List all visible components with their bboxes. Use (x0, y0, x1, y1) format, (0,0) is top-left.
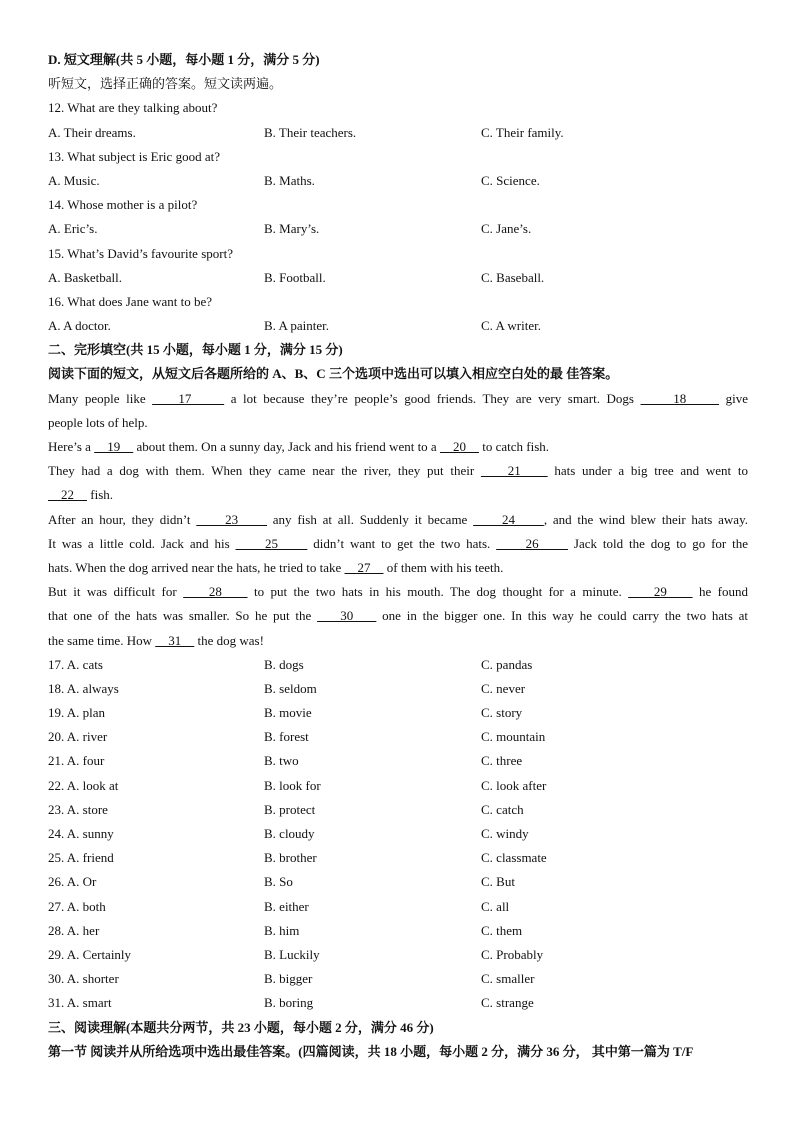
option-c: C. strange (481, 995, 534, 1011)
passage-line (48, 483, 748, 507)
passage-text: Jack told the dog to go for the (568, 535, 749, 551)
passage-text: didn’t want to get the two hats. (307, 535, 497, 551)
option-a: A. A doctor. (48, 318, 111, 334)
cloze-blank: 26 (496, 535, 569, 551)
option-c: C. three (481, 753, 523, 769)
option-b: B. boring (264, 995, 314, 1011)
option-a: A. Eric’s. (48, 221, 98, 237)
passage-text: to catch fish. (478, 439, 550, 454)
cloze-blank: 31 (155, 632, 195, 648)
cloze-blank: 22 (48, 487, 87, 503)
section-d-title: D. 短文理解(共 5 小题，每小题 1 分，满分 5 分) (48, 52, 320, 67)
option-c: C. pandas (481, 656, 533, 672)
passage-text: he found (692, 584, 749, 600)
cloze-blank: 23 (196, 511, 268, 527)
passage-text: But it was difficult for (48, 584, 184, 600)
passage-text: fish. (87, 487, 113, 503)
cloze-option-row (48, 677, 748, 701)
option-c: C. smaller (481, 971, 535, 987)
passage-text: hats under a big tree and went to (547, 463, 749, 479)
option-a: 19. A. plan (48, 705, 106, 721)
option-a: 18. A. always (48, 680, 119, 696)
cloze-option-row (48, 846, 748, 870)
passage-text: the dog was! (194, 632, 264, 648)
option-b: B. either (264, 898, 309, 914)
option-a: A. Basketball. (48, 269, 123, 285)
passage-line (48, 387, 748, 411)
option-a: 22. A. look at (48, 777, 119, 793)
cloze-section-title: 二、完形填空(共 15 小题，每小题 1 分，满分 15 分) (48, 342, 343, 358)
option-b: B. Luckily (264, 946, 320, 962)
option-c: C. mountain (481, 729, 546, 745)
passage-text: the same time. How (48, 632, 156, 648)
passage-text: one in the bigger one. In this way he could carry the two hats at (376, 608, 748, 624)
option-c: C. A writer. (481, 318, 541, 334)
passage-text: about them. On a sunny day, Jack and his friend went to a (133, 439, 440, 454)
cloze-option-row (48, 991, 748, 1015)
cloze-blank: 25 (235, 535, 308, 551)
reading-section-title: 三、阅读理解(本题共分两节，共 23 小题，每小题 2 分，满分 46 分) (48, 1019, 434, 1035)
option-a: 30. A. shorter (48, 971, 119, 987)
option-a: 25. A. friend (48, 850, 114, 866)
cloze-option-row (48, 798, 748, 822)
exam-page (48, 48, 748, 1064)
cloze-option-row (48, 725, 748, 749)
passage-text: , and the wind blew their hats away. (543, 511, 748, 527)
passage-text: to put the two hats in his mouth. The dog thought for a minute. (247, 584, 629, 600)
passage-text: any fish at all. Suddenly it became (267, 511, 474, 527)
passage-line (48, 580, 748, 604)
option-a: A. Their dreams. (48, 124, 136, 140)
cloze-option-row (48, 749, 748, 773)
passage-line (48, 411, 748, 435)
question-options (48, 314, 748, 338)
passage-line (48, 604, 748, 628)
cloze-option-row (48, 870, 748, 894)
reading-section-subtitle: 第一节 阅读并从所给选项中选出最佳答案。(四篇阅读，共 18 小题，每小题 2 分，满分 36 分， 其中第一篇为 T/F (48, 1043, 694, 1059)
cloze-option-row (48, 895, 748, 919)
question-stem: 14. Whose mother is a pilot? (48, 197, 198, 213)
option-a: 17. A. cats (48, 656, 103, 672)
option-c: C. Their family. (481, 124, 564, 140)
question-stem: 12. What are they talking about? (48, 100, 218, 116)
section-d-instruction: 听短文，选择正确的答案。短文读两遍。 (48, 76, 283, 92)
option-b: B. cloudy (264, 826, 315, 841)
option-a: 24. A. sunny (48, 826, 114, 841)
passage-line (48, 532, 748, 556)
passage-line (48, 508, 748, 532)
passage-text: It was a little cold. Jack and his (48, 535, 236, 551)
option-b: B. Their teachers. (264, 124, 357, 140)
option-c: C. Jane’s. (481, 221, 532, 237)
option-b: B. bigger (264, 971, 313, 987)
option-b: B. forest (264, 729, 309, 745)
option-c: C. look after (481, 777, 547, 793)
option-b: B. movie (264, 705, 312, 721)
passage-text: of them with his teeth. (383, 559, 504, 575)
cloze-blank: 24 (473, 511, 544, 527)
option-b: B. dogs (264, 656, 304, 672)
passage-line (48, 629, 748, 653)
section-d-questions (48, 96, 748, 338)
passage-line (48, 556, 748, 580)
question-stem: 13. What subject is Eric good at? (48, 148, 220, 164)
option-a: 23. A. store (48, 801, 108, 817)
option-c: C. story (481, 705, 523, 721)
option-a: 26. A. Or (48, 874, 97, 890)
option-b: B. Football. (264, 269, 326, 285)
cloze-option-row (48, 774, 748, 798)
option-a: 20. A. river (48, 729, 108, 745)
cloze-option-row (48, 822, 748, 846)
cloze-blank: 28 (183, 584, 248, 600)
option-a: A. Music. (48, 172, 100, 188)
cloze-options (48, 653, 748, 1016)
option-c: C. Science. (481, 172, 540, 188)
option-b: B. him (264, 922, 300, 938)
question-options (48, 266, 748, 290)
option-b: B. two (264, 753, 299, 769)
option-c: C. windy (481, 826, 529, 841)
cloze-option-row (48, 943, 748, 967)
option-b: B. So (264, 874, 293, 890)
option-b: B. look for (264, 777, 321, 793)
option-c: C. Probably (481, 946, 544, 962)
cloze-blank: 27 (344, 559, 384, 575)
question-options (48, 217, 748, 241)
passage-text: people lots of help. (48, 414, 148, 430)
passage-text: Here’s a (48, 439, 95, 454)
cloze-option-row (48, 701, 748, 725)
option-c: C. But (481, 874, 515, 890)
cloze-blank: 21 (480, 463, 548, 479)
cloze-blank: 29 (628, 584, 693, 600)
cloze-option-row (48, 653, 748, 677)
option-a: 27. A. both (48, 898, 106, 914)
option-b: B. brother (264, 850, 317, 866)
passage-text: hats. When the dog arrived near the hats, he tried to take (48, 559, 345, 575)
passage-text: that one of the hats was smaller. So he put the (48, 608, 318, 624)
question-options (48, 169, 748, 193)
cloze-blank: 17 (152, 390, 225, 406)
option-c: C. Baseball. (481, 269, 545, 285)
cloze-instruction: 阅读下面的短文，从短文后各题所给的 A、B、C 三个选项中选出可以填入相应空白处的最 佳答案。 (48, 366, 619, 382)
option-c: C. classmate (481, 850, 547, 866)
cloze-blank: 30 (317, 608, 377, 624)
option-c: C. them (481, 922, 523, 938)
passage-text: They had a dog with them. When they came near the river, they put their (48, 463, 481, 479)
question-stem: 15. What’s David’s favourite sport? (48, 245, 233, 261)
option-a: 21. A. four (48, 753, 105, 769)
option-c: C. catch (481, 801, 524, 817)
passage-text: After an hour, they didn’t (48, 511, 197, 527)
option-b: B. A painter. (264, 318, 329, 334)
passage-text: a lot because they’re people’s good friends. They are very smart. Dogs (224, 390, 641, 406)
question-stem: 16. What does Jane want to be? (48, 293, 213, 309)
cloze-blank: 20 (439, 439, 479, 454)
option-c: C. never (481, 680, 526, 696)
passage-line (48, 435, 748, 459)
option-c: C. all (481, 898, 510, 914)
option-a: 29. A. Certainly (48, 946, 132, 962)
option-a: 28. A. her (48, 922, 100, 938)
option-b: B. Mary’s. (264, 221, 320, 237)
option-a: 31. A. smart (48, 995, 112, 1011)
question-options (48, 121, 748, 145)
option-b: B. Maths. (264, 172, 315, 188)
cloze-blank: 19 (94, 439, 134, 454)
passage-text: Many people like (48, 390, 153, 406)
option-b: B. protect (264, 801, 316, 817)
cloze-passage (48, 387, 748, 653)
passage-line (48, 459, 748, 483)
passage-text: give (719, 390, 748, 406)
option-b: B. seldom (264, 680, 317, 696)
cloze-blank: 18 (640, 390, 720, 406)
cloze-option-row (48, 967, 748, 991)
cloze-option-row (48, 919, 748, 943)
